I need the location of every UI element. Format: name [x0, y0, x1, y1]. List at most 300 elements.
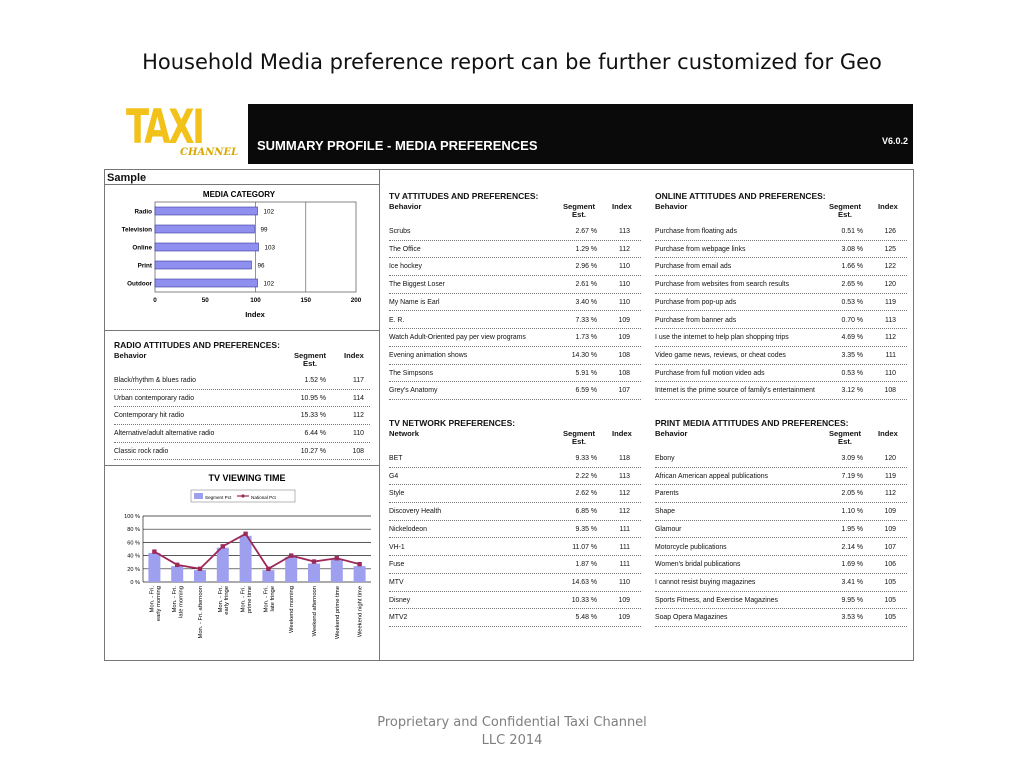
- row-index-value: 113: [619, 228, 630, 235]
- bar: [155, 207, 258, 215]
- row-index-value: 114: [353, 394, 364, 402]
- row-behavior: MTV: [389, 578, 404, 586]
- row-segment-value: 10.95 %: [300, 394, 326, 402]
- row-index-value: 109: [618, 596, 630, 604]
- column-header-behavior: Behavior: [655, 202, 688, 211]
- bar: [308, 564, 320, 582]
- x-category-label-line: late morning: [178, 586, 185, 618]
- table-row: [389, 223, 641, 241]
- bar: [155, 243, 259, 251]
- bar: [171, 566, 183, 582]
- row-behavior: Classic rock radio: [114, 447, 169, 455]
- row-behavior: Women's bridal publications: [655, 561, 741, 569]
- x-category-label-line: Weekend prime time: [334, 586, 341, 640]
- row-behavior: Disney: [389, 596, 411, 604]
- x-category-label-line: Weekend morning: [289, 586, 296, 633]
- row-index-value: 110: [619, 578, 630, 586]
- tick-label: 150: [300, 297, 312, 304]
- bar: [155, 279, 258, 287]
- row-behavior: Video game news, reviews, or cheat codes: [655, 351, 786, 359]
- report-title: SUMMARY PROFILE - MEDIA PREFERENCES: [257, 138, 538, 153]
- row-segment-value: 9.33 %: [575, 455, 597, 462]
- category-label: Radio: [134, 208, 152, 216]
- table-row: [655, 276, 907, 294]
- column-header-behavior: Network: [389, 429, 419, 438]
- row-index-value: 107: [618, 387, 630, 395]
- bar: [194, 570, 206, 582]
- sample-label: Sample: [107, 172, 147, 184]
- table-row: [389, 382, 641, 400]
- row-behavior: Internet is the prime source of family's entertainment: [655, 387, 815, 395]
- bar: [155, 261, 251, 269]
- row-behavior: Ice hockey: [389, 263, 422, 271]
- x-category-label-line: early morning: [155, 586, 162, 622]
- table-row: [655, 382, 907, 400]
- table-row: [114, 407, 370, 425]
- legend-label: National Pct: [251, 495, 276, 500]
- table-row: [389, 485, 641, 503]
- slide-title: Household Media preference report can be further customized for Geo: [142, 50, 882, 74]
- bar: [262, 570, 274, 582]
- row-segment-value: 11.07 %: [572, 543, 597, 551]
- bar: [240, 536, 252, 582]
- row-segment-value: 2.14 %: [841, 543, 863, 551]
- table-row: [114, 372, 370, 390]
- row-index-value: 125: [884, 245, 896, 253]
- row-segment-value: 9.95 %: [841, 596, 863, 604]
- series-line-national: [154, 534, 359, 569]
- row-index-value: 109: [618, 614, 630, 622]
- row-index-value: 108: [352, 447, 364, 455]
- row-index-value: 106: [884, 561, 896, 569]
- row-behavior: Black/rhythm & blues radio: [114, 377, 196, 384]
- table-row: [655, 592, 907, 610]
- row-behavior: Urban contemporary radio: [114, 394, 195, 402]
- row-behavior: MTV2: [389, 614, 408, 622]
- table-title: ONLINE ATTITUDES AND PREFERENCES:: [655, 191, 826, 201]
- row-segment-value: 2.65 %: [841, 281, 863, 289]
- row-segment-value: 3.53 %: [841, 614, 863, 622]
- row-behavior: G4: [389, 472, 399, 480]
- table-row: [389, 556, 641, 574]
- bar: [285, 557, 297, 582]
- row-segment-value: 1.87 %: [575, 561, 597, 569]
- table-row: [655, 503, 907, 521]
- x-category-label-line: Mon. - Fri.: [240, 586, 247, 613]
- line-marker: [289, 553, 293, 557]
- row-segment-value: 2.62 %: [575, 490, 597, 498]
- print-media-table: [655, 418, 907, 634]
- table-row: [389, 609, 641, 627]
- report-panel: [104, 169, 914, 661]
- column-header-index: Index: [612, 429, 632, 438]
- row-behavior: Style: [389, 490, 405, 498]
- y-tick-label: 40 %: [127, 553, 140, 560]
- y-tick-label: 0 %: [130, 580, 140, 586]
- column-header-segment: Segment Est.: [293, 351, 327, 368]
- table-row: [389, 329, 641, 347]
- row-segment-value: 1.69 %: [841, 561, 863, 569]
- row-segment-value: 3.40 %: [575, 298, 597, 306]
- footer: [340, 714, 684, 750]
- table-row: [389, 592, 641, 610]
- column-header-segment: Segment Est.: [828, 202, 862, 219]
- row-segment-value: 15.33 %: [300, 412, 326, 420]
- row-behavior: My Name is Earl: [389, 298, 440, 306]
- row-segment-value: 2.96 %: [575, 263, 597, 271]
- x-category-label-line: Weekend afternoon: [312, 586, 318, 637]
- table-row: [389, 312, 641, 330]
- table-title: RADIO ATTITUDES AND PREFERENCES:: [114, 340, 280, 350]
- row-segment-value: 3.41 %: [841, 578, 863, 586]
- table-row: [655, 450, 907, 468]
- x-category-label: [218, 586, 230, 615]
- row-index-value: 109: [618, 316, 630, 324]
- line-marker: [335, 556, 339, 560]
- row-index-value: 118: [619, 455, 630, 462]
- column-header-behavior: Behavior: [389, 202, 422, 211]
- tv-attitudes-table: [389, 191, 641, 407]
- row-segment-value: 1.29 %: [575, 245, 597, 253]
- category-label: Television: [121, 226, 152, 234]
- x-category-label-line: Mon. - Fri.: [172, 586, 179, 613]
- legend-label: Segment Pct: [205, 495, 232, 500]
- table-row: [655, 609, 907, 627]
- table-row: [389, 294, 641, 312]
- table-row: [655, 241, 907, 259]
- x-category-label-line: early fringe: [224, 586, 231, 615]
- row-index-value: 108: [618, 351, 630, 359]
- row-segment-value: 2.67 %: [575, 228, 597, 235]
- divider: [105, 330, 380, 331]
- tick-label: 50: [201, 297, 209, 304]
- table-row: [114, 390, 370, 408]
- row-index-value: 109: [884, 525, 896, 533]
- table-row: [389, 503, 641, 521]
- row-index-value: 119: [885, 472, 896, 480]
- row-segment-value: 2.61 %: [575, 281, 597, 289]
- row-segment-value: 3.09 %: [841, 455, 863, 462]
- table-row: [655, 574, 907, 592]
- legend-swatch-segment: [194, 493, 203, 499]
- x-category-label-line: Mon. - Fri.: [217, 586, 224, 613]
- row-segment-value: 6.44 %: [304, 430, 326, 438]
- x-category-label: [241, 586, 253, 613]
- row-behavior: Shape: [655, 508, 675, 516]
- x-category-label: [149, 586, 161, 622]
- taxi-channel-logo: [126, 100, 239, 162]
- row-index-value: 111: [619, 525, 630, 533]
- x-category-label: [289, 586, 295, 633]
- table-row: [389, 539, 641, 557]
- table-row: [655, 223, 907, 241]
- row-index-value: 105: [884, 614, 896, 622]
- table-title: TV ATTITUDES AND PREFERENCES:: [389, 191, 539, 201]
- row-index-value: 110: [353, 430, 364, 438]
- row-behavior: Purchase from webpage links: [655, 245, 746, 253]
- x-category-label-line: Mon. - Fri.: [149, 586, 156, 613]
- row-behavior: Purchase from floating ads: [655, 228, 737, 235]
- online-attitudes-table: [655, 191, 907, 407]
- row-segment-value: 1.66 %: [841, 263, 863, 271]
- row-index-value: 108: [618, 369, 630, 377]
- row-segment-value: 7.19 %: [841, 472, 863, 480]
- row-index-value: 112: [885, 334, 896, 342]
- table-row: [389, 521, 641, 539]
- row-segment-value: 6.85 %: [575, 508, 597, 516]
- x-category-label: [198, 586, 204, 639]
- table-row: [655, 294, 907, 312]
- row-index-value: 112: [353, 412, 364, 420]
- y-tick-label: 60 %: [127, 540, 140, 547]
- row-index-value: 113: [619, 472, 630, 480]
- legend-marker: [241, 494, 244, 497]
- column-header-segment: Segment Est.: [828, 429, 862, 446]
- row-behavior: Purchase from pop-up ads: [655, 298, 737, 306]
- bar: [155, 225, 254, 233]
- line-marker: [266, 567, 270, 571]
- x-category-label-line: Mon. - Fri.: [263, 586, 270, 613]
- bar: [148, 553, 160, 582]
- row-index-value: 107: [884, 543, 896, 551]
- left-column: [105, 170, 380, 660]
- row-segment-value: 1.10 %: [841, 508, 863, 516]
- divider: [105, 184, 380, 185]
- x-category-label: [358, 586, 364, 637]
- row-behavior: Soap Opera Magazines: [655, 614, 728, 622]
- row-index-value: 112: [885, 490, 896, 498]
- table-row: [389, 450, 641, 468]
- row-index-value: 120: [884, 455, 896, 462]
- table-row: [389, 574, 641, 592]
- row-segment-value: 10.27 %: [300, 447, 326, 455]
- line-marker: [198, 567, 202, 571]
- row-behavior: Nickelodeon: [389, 525, 427, 533]
- logo-main-text: TAXI: [126, 100, 203, 155]
- row-behavior: Glamour: [655, 525, 682, 533]
- row-index-value: 110: [619, 298, 630, 306]
- row-segment-value: 0.51 %: [841, 228, 863, 235]
- category-label: Online: [132, 244, 152, 252]
- media-category-chart: [105, 188, 380, 330]
- category-label: Outdoor: [127, 280, 152, 288]
- row-behavior: Watch Adult-Oriented pay per view programs: [389, 334, 526, 342]
- table-row: [655, 312, 907, 330]
- table-row: [655, 329, 907, 347]
- line-marker: [221, 544, 225, 548]
- row-index-value: 112: [619, 508, 630, 516]
- column-header-segment: Segment Est.: [562, 202, 596, 219]
- table-row: [389, 347, 641, 365]
- column-header-behavior: Behavior: [114, 351, 147, 360]
- row-behavior: I use the internet to help plan shopping trips: [655, 334, 789, 342]
- row-segment-value: 14.30 %: [571, 351, 597, 359]
- row-segment-value: 14.63 %: [571, 578, 597, 586]
- row-behavior: Purchase from full motion video ads: [655, 369, 765, 377]
- row-index-value: 117: [353, 377, 364, 384]
- bar: [217, 548, 229, 582]
- bar-value-label: 102: [263, 280, 275, 288]
- tick-label: 200: [350, 297, 362, 304]
- row-index-value: 111: [619, 561, 630, 569]
- row-behavior: African American appeal publications: [655, 472, 768, 480]
- report-header-bar: [248, 104, 913, 164]
- tick-label: 0: [153, 297, 157, 304]
- row-behavior: Sports Fitness, and Exercise Magazines: [655, 596, 778, 604]
- row-segment-value: 2.05 %: [841, 490, 863, 498]
- row-behavior: The Simpsons: [389, 369, 434, 377]
- row-segment-value: 6.59 %: [575, 387, 597, 395]
- row-behavior: BET: [389, 455, 403, 462]
- y-tick-label: 20 %: [127, 566, 140, 573]
- x-category-label-line: Mon. - Fri. afternoon: [198, 586, 204, 639]
- table-row: [389, 258, 641, 276]
- row-segment-value: 3.35 %: [841, 351, 863, 359]
- bar-value-label: 102: [263, 208, 275, 216]
- row-segment-value: 1.95 %: [841, 525, 863, 533]
- table-title: PRINT MEDIA ATTITUDES AND PREFERENCES:: [655, 418, 849, 428]
- row-index-value: 105: [884, 578, 896, 586]
- x-category-label: [263, 586, 275, 613]
- footer-line: Proprietary and Confidential Taxi Channel: [377, 715, 647, 730]
- row-index-value: 126: [884, 228, 896, 235]
- row-behavior: Purchase from websites from search results: [655, 281, 790, 289]
- row-segment-value: 3.12 %: [841, 387, 863, 395]
- table-row: [655, 365, 907, 383]
- report-version: V6.0.2: [881, 136, 908, 146]
- line-marker: [357, 562, 361, 566]
- y-tick-label: 100 %: [124, 514, 140, 520]
- row-behavior: Alternative/adult alternative radio: [114, 430, 215, 438]
- bar: [331, 560, 343, 582]
- row-behavior: Discovery Health: [389, 508, 442, 516]
- table-row: [655, 521, 907, 539]
- row-segment-value: 5.48 %: [575, 614, 597, 622]
- x-category-label: [335, 586, 341, 639]
- row-behavior: Fuse: [389, 561, 405, 569]
- row-index-value: 112: [619, 490, 630, 498]
- tv-viewing-time-chart: [105, 466, 380, 660]
- line-marker: [152, 549, 156, 553]
- row-index-value: 122: [884, 263, 896, 271]
- row-segment-value: 7.33 %: [575, 316, 597, 324]
- x-category-label: [312, 586, 318, 637]
- row-behavior: E. R.: [389, 316, 405, 324]
- table-row: [114, 443, 370, 461]
- row-segment-value: 2.22 %: [575, 472, 597, 480]
- x-category-label: [172, 586, 184, 618]
- radio-attitudes-table: [114, 340, 370, 462]
- y-tick-label: 80 %: [127, 527, 140, 534]
- table-title: TV NETWORK PREFERENCES:: [389, 418, 516, 428]
- row-index-value: 120: [884, 281, 896, 289]
- row-behavior: The Office: [389, 245, 421, 253]
- bar-value-label: 96: [257, 262, 265, 270]
- x-category-label-line: Weekend night time: [357, 586, 364, 638]
- chart-title: MEDIA CATEGORY: [202, 190, 276, 199]
- row-index-value: 110: [885, 369, 896, 377]
- row-segment-value: 4.69 %: [841, 334, 863, 342]
- row-index-value: 108: [884, 387, 896, 395]
- bar-value-label: 99: [260, 226, 268, 234]
- table-row: [114, 425, 370, 443]
- table-row: [389, 241, 641, 259]
- table-row: [389, 468, 641, 486]
- table-row: [655, 539, 907, 557]
- column-header-index: Index: [878, 429, 898, 438]
- row-segment-value: 10.33 %: [571, 596, 597, 604]
- column-header-segment: Segment Est.: [562, 429, 596, 446]
- axis-label: Index: [245, 310, 265, 319]
- row-behavior: Ebony: [655, 455, 675, 462]
- chart-title: TV VIEWING TIME: [208, 473, 286, 483]
- row-behavior: Grey's Anatomy: [389, 387, 438, 395]
- row-segment-value: 0.53 %: [841, 298, 863, 306]
- row-behavior: I cannot resist buying magazines: [655, 578, 756, 586]
- row-segment-value: 0.70 %: [841, 316, 863, 324]
- row-index-value: 119: [885, 298, 896, 306]
- column-header-index: Index: [612, 202, 632, 211]
- footer-line: LLC 2014: [481, 733, 543, 748]
- row-index-value: 109: [618, 334, 630, 342]
- row-index-value: 109: [884, 508, 896, 516]
- row-behavior: VH-1: [389, 543, 405, 551]
- row-behavior: The Biggest Loser: [389, 281, 445, 289]
- row-segment-value: 3.08 %: [841, 245, 863, 253]
- table-row: [655, 258, 907, 276]
- row-segment-value: 5.91 %: [575, 369, 597, 377]
- table-row: [655, 347, 907, 365]
- row-behavior: Contemporary hit radio: [114, 412, 185, 420]
- row-behavior: Purchase from banner ads: [655, 316, 737, 324]
- row-index-value: 111: [885, 351, 896, 359]
- row-behavior: Evening animation shows: [389, 351, 468, 359]
- row-index-value: 105: [884, 596, 896, 604]
- row-behavior: Motorcycle publications: [655, 543, 727, 551]
- x-category-label-line: prime time: [247, 586, 253, 614]
- table-row: [389, 276, 641, 294]
- tick-label: 100: [250, 297, 261, 304]
- line-marker: [175, 563, 179, 567]
- row-segment-value: 0.53 %: [841, 369, 863, 377]
- row-index-value: 110: [619, 281, 630, 289]
- table-row: [655, 485, 907, 503]
- row-behavior: Scrubs: [389, 228, 411, 235]
- table-row: [655, 556, 907, 574]
- tv-network-table: [389, 418, 641, 634]
- column-header-index: Index: [878, 202, 898, 211]
- row-behavior: Parents: [655, 490, 679, 498]
- row-index-value: 113: [885, 316, 896, 324]
- row-index-value: 112: [619, 245, 630, 253]
- row-behavior: Purchase from email ads: [655, 263, 732, 271]
- x-category-label-line: late fringe: [269, 586, 276, 612]
- logo-sub-text: CHANNEL: [180, 147, 239, 158]
- table-row: [655, 468, 907, 486]
- row-segment-value: 1.73 %: [575, 334, 597, 342]
- bar: [354, 566, 366, 582]
- table-row: [389, 365, 641, 383]
- column-header-index: Index: [344, 351, 364, 360]
- row-index-value: 111: [619, 543, 630, 551]
- category-label: Print: [137, 262, 152, 270]
- bar-value-label: 103: [264, 244, 276, 252]
- row-segment-value: 1.52 %: [304, 377, 326, 384]
- column-header-behavior: Behavior: [655, 429, 688, 438]
- row-segment-value: 9.35 %: [575, 525, 597, 533]
- row-index-value: 110: [619, 263, 630, 271]
- line-marker: [243, 532, 247, 536]
